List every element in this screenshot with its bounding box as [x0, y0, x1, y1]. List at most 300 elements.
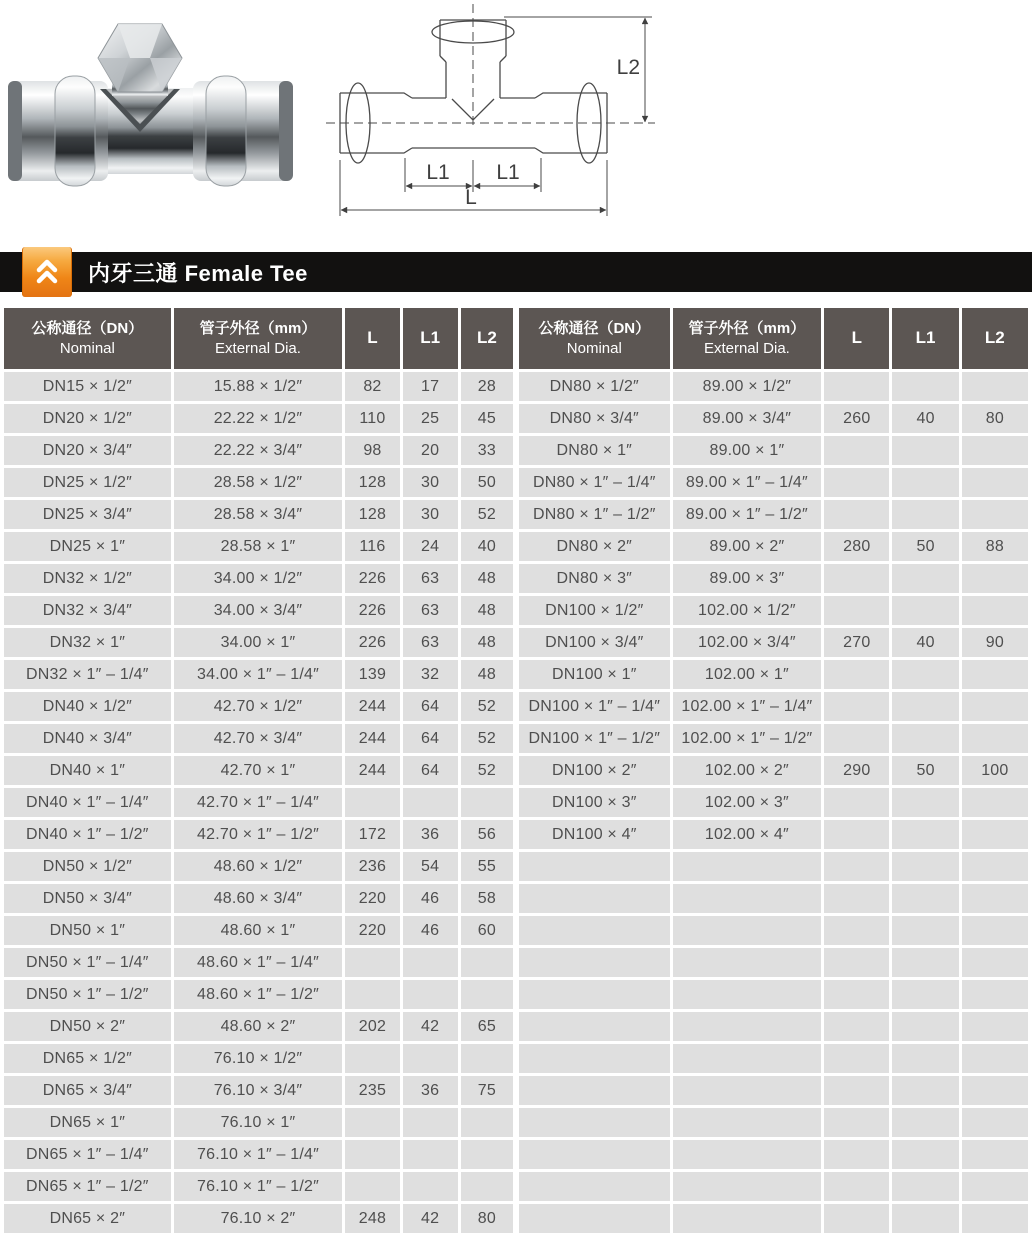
table-cell: DN40 × 1/2″: [4, 692, 171, 721]
table-cell: 76.10 × 3/4″: [174, 1076, 343, 1105]
table-cell: 244: [345, 692, 399, 721]
table-cell: [962, 500, 1028, 529]
table-cell: [962, 788, 1028, 817]
table-cell: DN50 × 1″ – 1/4″: [4, 948, 171, 977]
table-cell: DN40 × 1″: [4, 756, 171, 785]
table-cell: 102.00 × 1″: [673, 660, 822, 689]
table-cell: 89.00 × 1″ – 1/4″: [673, 468, 822, 497]
table-cell: [824, 692, 889, 721]
table-cell: [519, 1012, 670, 1041]
dim-label-l1-left: L1: [426, 161, 450, 184]
table-cell: 46: [403, 884, 458, 913]
table-cell: 90: [962, 628, 1028, 657]
table-row: [519, 596, 1028, 625]
table-cell: 235: [345, 1076, 399, 1105]
table-row: [4, 1108, 513, 1137]
table-cell: 102.00 × 1″ – 1/4″: [673, 692, 822, 721]
table-cell: DN25 × 3/4″: [4, 500, 171, 529]
col-header-dia-en: External Dia.: [703, 339, 790, 357]
table-cell: 116: [345, 532, 399, 561]
table-cell: [892, 596, 958, 625]
table-cell: [962, 724, 1028, 753]
table-cell: 24: [403, 532, 458, 561]
table-cell: [673, 884, 822, 913]
table-row: [519, 1044, 1028, 1073]
table-row: [519, 756, 1028, 785]
table-cell: [519, 1140, 670, 1169]
table-cell: 65: [461, 1012, 513, 1041]
table-cell: 42: [403, 1204, 458, 1233]
table-cell: 76.10 × 1″ – 1/2″: [174, 1172, 343, 1201]
table-cell: [673, 1044, 822, 1073]
table-cell: DN80 × 3″: [519, 564, 670, 593]
table-cell: DN100 × 4″: [519, 820, 670, 849]
table-cell: 28.58 × 3/4″: [174, 500, 343, 529]
table-cell: [962, 916, 1028, 945]
table-cell: 40: [892, 404, 958, 433]
table-cell: 50: [892, 532, 958, 561]
col-header-l1: L1: [403, 308, 458, 369]
table-cell: 17: [403, 372, 458, 401]
col-header-dia-zh: 管子外径（mm）: [199, 320, 317, 337]
col-header-nominal-zh: 公称通径（DN）: [31, 320, 144, 337]
table-cell: 22.22 × 3/4″: [174, 436, 343, 465]
table-cell: 82: [345, 372, 399, 401]
table-cell: 36: [403, 1076, 458, 1105]
table-row: [519, 1012, 1028, 1041]
table-cell: [892, 852, 958, 881]
table-row: [519, 564, 1028, 593]
col-header-dia-en: External Dia.: [215, 339, 301, 357]
table-cell: [892, 1172, 958, 1201]
table-cell: 33: [461, 436, 513, 465]
table-cell: [962, 820, 1028, 849]
col-header-nominal-en: Nominal: [59, 339, 115, 357]
table-cell: 34.00 × 1″: [174, 628, 343, 657]
table-cell: [824, 788, 889, 817]
table-cell: DN32 × 1″ – 1/4″: [4, 660, 171, 689]
table-cell: [824, 436, 889, 465]
table-cell: [519, 1108, 670, 1137]
col-header-dia: [174, 308, 343, 369]
table-cell: [892, 468, 958, 497]
table-row: [519, 1140, 1028, 1169]
table-row: [519, 660, 1028, 689]
table-row: [4, 436, 513, 465]
table-cell: [403, 1108, 458, 1137]
table-row: [519, 1108, 1028, 1137]
table-cell: [673, 1012, 822, 1041]
table-cell: 102.00 × 2″: [673, 756, 822, 785]
table-cell: [962, 884, 1028, 913]
table-cell: 89.00 × 2″: [673, 532, 822, 561]
table-cell: 25: [403, 404, 458, 433]
section-badge: [22, 247, 72, 297]
table-cell: 45: [461, 404, 513, 433]
table-cell: 42.70 × 1″ – 1/2″: [174, 820, 343, 849]
table-cell: [892, 916, 958, 945]
table-row: [4, 1076, 513, 1105]
table-row: [519, 852, 1028, 881]
table-cell: [892, 948, 958, 977]
table-row: [4, 596, 513, 625]
table-cell: [461, 1140, 513, 1169]
table-cell: 76.10 × 1″ – 1/4″: [174, 1140, 343, 1169]
table-row: [4, 1204, 513, 1233]
table-cell: [962, 1140, 1028, 1169]
table-cell: [962, 948, 1028, 977]
table-row: [519, 884, 1028, 913]
table-cell: DN65 × 1″: [4, 1108, 171, 1137]
table-cell: DN50 × 1/2″: [4, 852, 171, 881]
table-row: [519, 820, 1028, 849]
table-cell: 58: [461, 884, 513, 913]
table-row: [519, 500, 1028, 529]
table-cell: [962, 660, 1028, 689]
col-header-l2: L2: [461, 308, 513, 369]
col-header-l: L: [345, 308, 399, 369]
col-header-l2: L2: [962, 308, 1028, 369]
table-cell: 244: [345, 756, 399, 785]
table-row: [4, 916, 513, 945]
table-cell: 64: [403, 724, 458, 753]
table-cell: 64: [403, 692, 458, 721]
table-row: [519, 1172, 1028, 1201]
table-cell: [824, 660, 889, 689]
table-cell: [461, 948, 513, 977]
table-cell: DN80 × 1″: [519, 436, 670, 465]
table-row: [519, 724, 1028, 753]
table-cell: DN65 × 1/2″: [4, 1044, 171, 1073]
col-header-nominal-zh: 公称通径（DN）: [538, 320, 651, 337]
table-cell: [519, 1044, 670, 1073]
table-row: [4, 404, 513, 433]
table-cell: 48.60 × 3/4″: [174, 884, 343, 913]
table-cell: 102.00 × 1/2″: [673, 596, 822, 625]
table-cell: [824, 916, 889, 945]
table-cell: 75: [461, 1076, 513, 1105]
table-row: [4, 788, 513, 817]
table-cell: 46: [403, 916, 458, 945]
table-cell: 89.00 × 3″: [673, 564, 822, 593]
table-cell: [461, 1172, 513, 1201]
header-row: [4, 308, 513, 369]
table-cell: 172: [345, 820, 399, 849]
table-row: [4, 468, 513, 497]
figures-svg: [0, 0, 1032, 250]
table-cell: [892, 1076, 958, 1105]
table-cell: [892, 788, 958, 817]
table-cell: 102.00 × 3″: [673, 788, 822, 817]
table-cell: [519, 980, 670, 1009]
table-cell: 48.60 × 1/2″: [174, 852, 343, 881]
table-row: [519, 468, 1028, 497]
table-cell: DN100 × 2″: [519, 756, 670, 785]
table-cell: [962, 692, 1028, 721]
table-row: [4, 1012, 513, 1041]
table-cell: DN65 × 1″ – 1/4″: [4, 1140, 171, 1169]
table-cell: 34.00 × 3/4″: [174, 596, 343, 625]
table-cell: 40: [892, 628, 958, 657]
table-cell: 48: [461, 628, 513, 657]
table-cell: DN80 × 3/4″: [519, 404, 670, 433]
table-cell: 89.00 × 3/4″: [673, 404, 822, 433]
product-figures: [0, 0, 1032, 250]
table-cell: DN65 × 2″: [4, 1204, 171, 1233]
table-row: [4, 724, 513, 753]
table-cell: 34.00 × 1/2″: [174, 564, 343, 593]
table-cell: 226: [345, 564, 399, 593]
table-cell: 226: [345, 628, 399, 657]
table-cell: [824, 1140, 889, 1169]
table-cell: [824, 724, 889, 753]
table-cell: [892, 436, 958, 465]
dim-label-l: L: [465, 186, 477, 209]
table-cell: 50: [892, 756, 958, 785]
table-cell: 226: [345, 596, 399, 625]
table-cell: 102.00 × 3/4″: [673, 628, 822, 657]
table-row: [4, 372, 513, 401]
table-cell: 76.10 × 2″: [174, 1204, 343, 1233]
table-cell: 50: [461, 468, 513, 497]
table-cell: DN80 × 1″ – 1/2″: [519, 500, 670, 529]
table-cell: [519, 1076, 670, 1105]
table-cell: 260: [824, 404, 889, 433]
table-cell: 110: [345, 404, 399, 433]
spec-tables: [0, 305, 1032, 1236]
table-cell: [345, 1172, 399, 1201]
table-cell: [519, 1204, 670, 1233]
table-cell: [519, 1172, 670, 1201]
chevrons-up-icon: [32, 258, 62, 286]
table-cell: DN80 × 2″: [519, 532, 670, 561]
col-header-nominal-en: Nominal: [566, 339, 622, 357]
col-header-dia: [673, 308, 822, 369]
table-cell: [962, 596, 1028, 625]
table-cell: [673, 1140, 822, 1169]
table-cell: [962, 1172, 1028, 1201]
table-cell: 28.58 × 1″: [174, 532, 343, 561]
table-cell: [962, 468, 1028, 497]
col-header-l: L: [824, 308, 889, 369]
table-cell: [824, 468, 889, 497]
table-cell: [892, 500, 958, 529]
table-cell: [962, 1108, 1028, 1137]
table-cell: 139: [345, 660, 399, 689]
table-cell: 40: [461, 532, 513, 561]
table-cell: 128: [345, 468, 399, 497]
table-row: [519, 692, 1028, 721]
col-header-nominal: [4, 308, 171, 369]
table-cell: [824, 980, 889, 1009]
table-cell: 102.00 × 4″: [673, 820, 822, 849]
table-cell: 34.00 × 1″ – 1/4″: [174, 660, 343, 689]
table-cell: DN100 × 3/4″: [519, 628, 670, 657]
table-cell: 42.70 × 1/2″: [174, 692, 343, 721]
table-cell: [519, 852, 670, 881]
table-row: [519, 1076, 1028, 1105]
table-cell: 30: [403, 500, 458, 529]
table-row: [4, 948, 513, 977]
table-cell: 89.00 × 1″ – 1/2″: [673, 500, 822, 529]
table-row: [519, 980, 1028, 1009]
table-cell: [824, 820, 889, 849]
table-cell: [403, 1172, 458, 1201]
table-cell: 60: [461, 916, 513, 945]
table-cell: 36: [403, 820, 458, 849]
table-cell: [345, 948, 399, 977]
table-cell: 52: [461, 692, 513, 721]
table-cell: 63: [403, 596, 458, 625]
table-cell: [962, 1076, 1028, 1105]
table-cell: [892, 564, 958, 593]
table-cell: [673, 1172, 822, 1201]
table-cell: 100: [962, 756, 1028, 785]
table-row: [519, 788, 1028, 817]
table-cell: DN25 × 1/2″: [4, 468, 171, 497]
table-cell: [892, 724, 958, 753]
table-cell: [461, 1044, 513, 1073]
table-cell: [461, 1108, 513, 1137]
table-cell: [892, 884, 958, 913]
table-cell: [892, 1044, 958, 1073]
table-cell: DN32 × 1″: [4, 628, 171, 657]
table-cell: DN32 × 1/2″: [4, 564, 171, 593]
table-cell: 54: [403, 852, 458, 881]
table-row: [4, 980, 513, 1009]
table-cell: 128: [345, 500, 399, 529]
table-row: [4, 628, 513, 657]
table-cell: 290: [824, 756, 889, 785]
table-cell: 56: [461, 820, 513, 849]
table-cell: [824, 1076, 889, 1105]
table-cell: 98: [345, 436, 399, 465]
table-cell: 52: [461, 756, 513, 785]
header-row: [519, 308, 1028, 369]
table-cell: [673, 948, 822, 977]
table-cell: 32: [403, 660, 458, 689]
table-row: [4, 756, 513, 785]
table-cell: DN80 × 1″ – 1/4″: [519, 468, 670, 497]
table-row: [4, 820, 513, 849]
table-cell: [824, 948, 889, 977]
table-cell: [345, 1140, 399, 1169]
table-cell: [519, 948, 670, 977]
table-cell: [673, 1108, 822, 1137]
spec-table-right: [516, 305, 1031, 1236]
table-cell: 76.10 × 1″: [174, 1108, 343, 1137]
fitting-drawing: [326, 4, 655, 216]
table-cell: 42.70 × 1″: [174, 756, 343, 785]
table-cell: 270: [824, 628, 889, 657]
table-cell: DN50 × 2″: [4, 1012, 171, 1041]
table-row: [519, 628, 1028, 657]
col-header-dia-zh: 管子外径（mm）: [688, 320, 806, 337]
table-cell: [892, 660, 958, 689]
right-table-body: [519, 372, 1028, 1233]
table-cell: 102.00 × 1″ – 1/2″: [673, 724, 822, 753]
table-cell: 89.00 × 1″: [673, 436, 822, 465]
table-row: [519, 916, 1028, 945]
table-row: [4, 660, 513, 689]
table-cell: [824, 596, 889, 625]
table-row: [4, 1044, 513, 1073]
table-cell: DN50 × 3/4″: [4, 884, 171, 913]
section-title: 内牙三通 Female Tee: [88, 260, 308, 286]
table-cell: 42.70 × 1″ – 1/4″: [174, 788, 343, 817]
table-row: [519, 372, 1028, 401]
table-row: [4, 852, 513, 881]
table-cell: [962, 852, 1028, 881]
table-cell: [673, 916, 822, 945]
left-table-body: [4, 372, 513, 1233]
table-cell: DN65 × 1″ – 1/2″: [4, 1172, 171, 1201]
table-cell: [403, 788, 458, 817]
table-cell: [345, 980, 399, 1009]
table-cell: DN40 × 3/4″: [4, 724, 171, 753]
table-cell: 48.60 × 2″: [174, 1012, 343, 1041]
table-cell: 48: [461, 660, 513, 689]
table-cell: [962, 1204, 1028, 1233]
table-cell: DN100 × 1″ – 1/4″: [519, 692, 670, 721]
table-cell: [824, 1204, 889, 1233]
table-cell: 80: [962, 404, 1028, 433]
table-cell: DN32 × 3/4″: [4, 596, 171, 625]
table-cell: 88: [962, 532, 1028, 561]
table-cell: [824, 852, 889, 881]
table-cell: [673, 852, 822, 881]
table-row: [4, 692, 513, 721]
table-row: [4, 500, 513, 529]
table-cell: [673, 1204, 822, 1233]
table-cell: 280: [824, 532, 889, 561]
table-cell: 20: [403, 436, 458, 465]
dim-label-l1-right: L1: [496, 161, 520, 184]
table-row: [4, 564, 513, 593]
table-cell: [892, 372, 958, 401]
table-cell: [824, 372, 889, 401]
table-cell: 202: [345, 1012, 399, 1041]
table-cell: [962, 372, 1028, 401]
table-row: [519, 404, 1028, 433]
table-cell: DN80 × 1/2″: [519, 372, 670, 401]
table-cell: 64: [403, 756, 458, 785]
table-cell: [824, 1044, 889, 1073]
table-cell: 63: [403, 628, 458, 657]
table-cell: [345, 788, 399, 817]
table-cell: [892, 1204, 958, 1233]
table-cell: [519, 916, 670, 945]
table-cell: 236: [345, 852, 399, 881]
table-cell: [962, 980, 1028, 1009]
table-cell: 220: [345, 884, 399, 913]
table-cell: DN100 × 1″: [519, 660, 670, 689]
table-cell: 48: [461, 564, 513, 593]
table-row: [519, 436, 1028, 465]
table-cell: [892, 980, 958, 1009]
spec-table-left: [1, 305, 516, 1236]
table-cell: 30: [403, 468, 458, 497]
table-cell: 48.60 × 1″: [174, 916, 343, 945]
table-row: [4, 532, 513, 561]
table-cell: [345, 1044, 399, 1073]
table-cell: 48.60 × 1″ – 1/2″: [174, 980, 343, 1009]
table-cell: DN50 × 1″ – 1/2″: [4, 980, 171, 1009]
col-header-l1: L1: [892, 308, 958, 369]
table-cell: [892, 692, 958, 721]
table-cell: 28.58 × 1/2″: [174, 468, 343, 497]
table-cell: 76.10 × 1/2″: [174, 1044, 343, 1073]
